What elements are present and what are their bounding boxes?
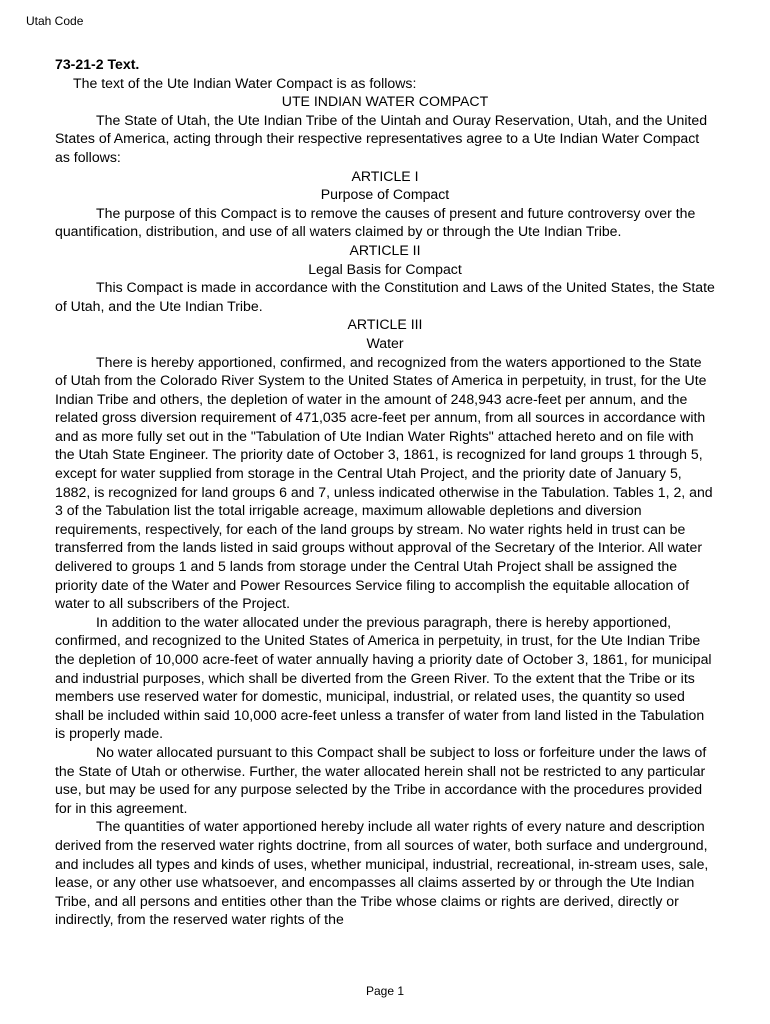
article-2 [55, 241, 715, 315]
article-paragraph: This Compact is made in accordance with the Constitution and Laws of the United States, the State of Utah, and the Ute Indian Tribe. [55, 279, 715, 314]
article-3 [55, 315, 715, 929]
article-heading: Water [366, 334, 404, 351]
article-paragraph: The purpose of this Compact is to remove the causes of present and future controversy over the quantification, distribution, and use of all waters claimed by or through the Ute Indian Tribe. [55, 204, 696, 240]
section-lead: The text of the Ute Indian Water Compact is as follows: [73, 74, 417, 91]
page-number: Page 1 [365, 984, 405, 998]
document-body [55, 55, 715, 929]
article-paragraph: In addition to the water allocated under the previous paragraph, there is hereby apportioned, confirmed, and recognized to the United States of America in perpetuity, in trust, for the Ute Indian Tribe the depletion of 10,000 acre-feet of water annually having a priority date of October 3, 1861, for municipal and industrial purposes, which shall be diverted from the Green River. To the extent that the Tribe or its members use reserved water for domestic, municipal, industrial, or related uses, the quantity so used shall be included within said 10,000 acre-feet unless a transfer of water from land listed in the Tabulation is properly made. [55, 613, 712, 742]
article-paragraph: There is hereby apportioned, confirmed, and recognized from the waters apportioned to the State of Utah from the Colorado River System to the United States of America in perpetuity, in trust, for the Ute Indian Tribe and others, the depletion of water in the amount of 248,943 acre-feet per annum, and the related gross diversion requirement of 471,035 acre-feet per annum, from all sources in accordance with and as more fully set out in the "Tabulation of Ute Indian Water Rights" attached hereto and on file with the Utah State Engineer. The priority date of October 3, 1861, is recognized for land groups 1 through 5, except for water supplied from storage in the Central Utah Project, and the priority date of January 5, 1882, is recognized for land groups 6 and 7, unless indicated otherwise in the Tabulation. Tables 1, 2, and 3 of the Tabulation list the total irrigable acreage, maximum allowable depletions and diversion requirements, respectively, for each of the land groups by stream. No water rights held in trust can be transferred from the lands listed in said groups without approval of the Secretary of the Interior. All water delivered to groups 1 and 5 lands from storage under the Central Utah Project shall be assigned the priority date of the Water and Power Resources Service filing to accomplish the equitable allocation of water to all subscribers of the Project. [55, 353, 713, 612]
article-number: ARTICLE I [351, 167, 419, 184]
article-1 [55, 167, 715, 241]
section-title: 73-21-2 Text. [55, 56, 140, 72]
article-paragraph: The quantities of water apportioned hereby include all water rights of every nature and description derived from the reserved water rights doctrine, from all sources of water, both surface and underground, and includes all types and kinds of uses, whether municipal, industrial, recreational, in-stream uses, sale, lease, or any other use whatsoever, and encompasses all claims asserted by or through the Ute Indian Tribe, and all persons and entities other than the Tribe whose claims or rights are derived, directly or indirectly, from the reserved water rights of the [55, 818, 709, 928]
compact-preamble: The State of Utah, the Ute Indian Tribe of the Uintah and Ouray Reservation, Utah, and the United States of America, acting through their respective representatives agree to a Ute Indian Water Compact as follows: [55, 111, 708, 165]
article-number: ARTICLE III [347, 316, 423, 333]
article-heading: Legal Basis for Compact [308, 260, 462, 277]
article-heading: Purpose of Compact [320, 186, 450, 203]
running-header: Utah Code [26, 14, 84, 28]
compact-title: UTE INDIAN WATER COMPACT [281, 93, 489, 110]
article-number: ARTICLE II [349, 241, 421, 258]
article-paragraph: No water allocated pursuant to this Compact shall be subject to loss or forfeiture under the laws of the State of Utah or otherwise. Further, the water allocated herein shall not be restricted to any particular use, but may be used for any purpose selected by the Tribe in accordance with the procedures provided for in this agreement. [55, 743, 707, 816]
